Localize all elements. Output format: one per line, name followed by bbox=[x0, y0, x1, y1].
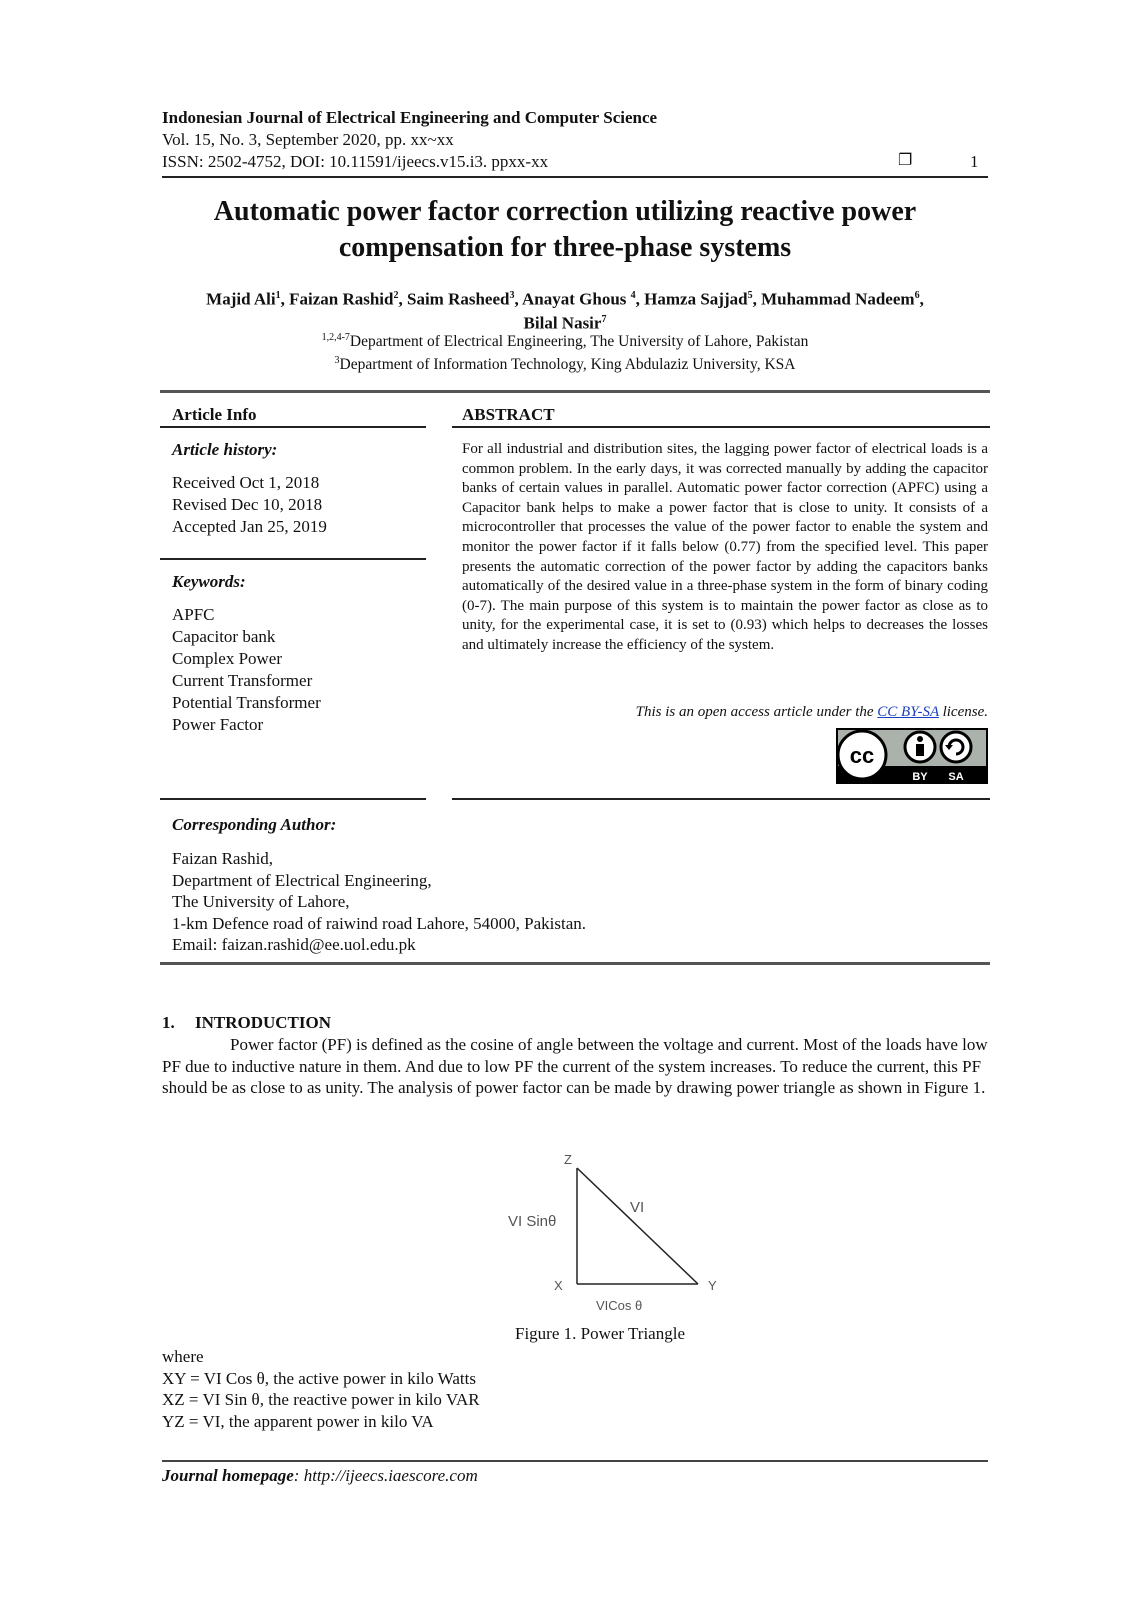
author-4: , Anayat Ghous bbox=[514, 289, 631, 309]
where-label: where bbox=[162, 1347, 204, 1366]
keywords-heading: Keywords: bbox=[172, 572, 246, 591]
homepage-url[interactable]: : http://ijeecs.iaescore.com bbox=[293, 1466, 478, 1485]
keywords-rule bbox=[160, 798, 426, 800]
author-6-sup: 6 bbox=[914, 290, 920, 301]
power-triangle-figure bbox=[500, 1150, 740, 1318]
vertex-x-label: X bbox=[554, 1278, 563, 1293]
corresponding-author bbox=[172, 848, 586, 956]
abstract-bottom-rule bbox=[452, 798, 990, 800]
author-5: , Hamza Sajjad bbox=[635, 289, 748, 309]
keyword: Current Transformer bbox=[172, 671, 313, 690]
keyword: Power Factor bbox=[172, 715, 264, 734]
accepted-date: Accepted Jan 25, 2019 bbox=[172, 517, 327, 536]
affiliation-1: Department of Electrical Engineering, The University of Lahore, Pakistan bbox=[349, 333, 809, 351]
license-prefix: This is an open access article under the bbox=[635, 704, 878, 720]
author-5-sup: 5 bbox=[747, 290, 753, 301]
title-line-2: compensation for three-phase systems bbox=[338, 232, 792, 263]
definition-line: XZ = VI Sin θ, the reactive power in kilo VAR bbox=[162, 1390, 480, 1410]
author-3: , Saim Rasheed bbox=[398, 289, 510, 309]
hypotenuse-label: VI bbox=[630, 1199, 645, 1216]
author-2-sup: 2 bbox=[393, 290, 399, 301]
journal-volume: Vol. 15, No. 3, September 2020, pp. xx~xx bbox=[162, 130, 454, 149]
homepage-label: Journal homepage bbox=[162, 1466, 294, 1485]
definition-line: YZ = VI, the apparent power in kilo VA bbox=[162, 1412, 434, 1432]
revised-date: Revised Dec 10, 2018 bbox=[172, 495, 323, 514]
badge-sa-text: SA bbox=[948, 771, 964, 783]
section-title: INTRODUCTION bbox=[195, 1013, 332, 1032]
page-number: 1 bbox=[970, 152, 979, 171]
box-icon: ❐ bbox=[898, 152, 913, 169]
vertex-y-label: Y bbox=[708, 1278, 717, 1293]
badge-cc-text: cc bbox=[849, 743, 875, 768]
author-7-sup: 7 bbox=[601, 313, 607, 325]
abstract-body: For all industrial and distribution sites, the lagging power factor of electrical loads is a common problem. In the early days, it was corrected manually by adding the capacitor banks of certain values in parallel. Automatic power factor correction (APFC) using a Capacitor bank helps to make a power factor that is close to unity. It consists of a microcontroller that processes the value of the power factor to enable the system and monitor the power factor if it falls below (0.77) from the specified level. This paper presents the automatic correction of the power factor by adding the capacitors banks automatically of the desired value in a three-phase system in the form of binary coding (0-7). The main purpose of this system is to maintain the power factor as close as to unity, for the experimental case, it is set to (0.93) which helps to decreases the losses and ultimately increase the efficiency of the system. bbox=[462, 441, 988, 653]
cc-by-sa-badge-icon[interactable] bbox=[836, 728, 988, 784]
corresponding-heading: Corresponding Author: bbox=[172, 815, 337, 834]
corresponding-line: Department of Electrical Engineering, bbox=[172, 870, 432, 890]
author-4-sup: 4 bbox=[630, 290, 636, 301]
header-rule bbox=[162, 176, 988, 178]
keyword: Capacitor bank bbox=[172, 627, 276, 646]
author-6: , Muhammad Nadeem bbox=[752, 289, 915, 309]
vertical-side-label: VI Sinθ bbox=[508, 1213, 557, 1230]
license-line bbox=[560, 704, 988, 721]
intro-paragraph bbox=[162, 1034, 988, 1099]
journal-homepage bbox=[162, 1466, 478, 1486]
article-history bbox=[172, 472, 327, 538]
vertex-z-label: Z bbox=[564, 1152, 572, 1167]
article-info-heading: Article Info bbox=[172, 405, 257, 424]
license-suffix: license. bbox=[938, 704, 988, 720]
affiliation-1-sup: 1,2,4-7 bbox=[321, 332, 350, 343]
section-number: 1. bbox=[162, 1013, 175, 1032]
keyword: Potential Transformer bbox=[172, 693, 321, 712]
corresponding-line: Email: faizan.rashid@ee.uol.edu.pk bbox=[172, 935, 416, 954]
affiliation-2: Department of Information Technology, King Abdulaziz University, KSA bbox=[339, 356, 796, 374]
corresponding-line: Faizan Rashid, bbox=[172, 849, 274, 868]
affiliations bbox=[150, 328, 980, 374]
history-rule bbox=[160, 558, 426, 560]
corresponding-line: The University of Lahore, bbox=[172, 892, 350, 911]
section-heading bbox=[162, 1013, 331, 1033]
keyword: Complex Power bbox=[172, 649, 283, 668]
footer-rule bbox=[162, 1460, 988, 1462]
received-date: Received Oct 1, 2018 bbox=[172, 473, 320, 492]
keyword-list bbox=[172, 604, 321, 736]
author-3-sup: 3 bbox=[509, 290, 515, 301]
journal-name: Indonesian Journal of Electrical Engineering and Computer Science bbox=[162, 108, 658, 127]
affiliation-2-sup: 3 bbox=[334, 355, 340, 367]
author-1-sup: 1 bbox=[275, 290, 281, 301]
corresponding-rule bbox=[160, 962, 990, 965]
author-7: Bilal Nasir bbox=[523, 313, 602, 333]
badge-by-text: BY bbox=[912, 771, 928, 783]
definition-line: XY = VI Cos θ, the active power in kilo Watts bbox=[162, 1368, 476, 1388]
info-top-rule bbox=[160, 390, 990, 393]
author-list bbox=[150, 286, 980, 333]
figure-caption: Figure 1. Power Triangle bbox=[515, 1324, 685, 1343]
author-6-tail: , bbox=[919, 289, 924, 309]
yz-side bbox=[577, 1168, 698, 1284]
author-2: , Faizan Rashid bbox=[280, 289, 394, 309]
abstract-rule bbox=[452, 426, 990, 428]
corresponding-line: 1-km Defence road of raiwind road Lahore, 54000, Pakistan. bbox=[172, 913, 587, 933]
keyword: APFC bbox=[172, 605, 215, 624]
title-line-1: Automatic power factor correction utilizing reactive power bbox=[213, 196, 917, 227]
article-info-rule bbox=[160, 426, 426, 428]
journal-issn: ISSN: 2502-4752, DOI: 10.11591/ijeecs.v15.i3. ppxx-xx bbox=[162, 152, 549, 171]
abstract-heading: ABSTRACT bbox=[462, 405, 555, 424]
horizontal-side-label: VICos θ bbox=[596, 1298, 643, 1313]
intro-text: Power factor (PF) is defined as the cosine of angle between the voltage and current. Most of the loads have low PF due to inductive nature in them. And due to low PF the current of the system increases. To reduce the current, this PF should be as close to as unity. The analysis of power factor can be made by drawing power triangle as shown in Figure 1. bbox=[162, 1035, 988, 1098]
paper-title bbox=[150, 194, 980, 266]
definitions bbox=[162, 1346, 480, 1433]
cc-badge-graphic bbox=[836, 728, 988, 784]
article-history-heading: Article history: bbox=[172, 440, 278, 459]
author-1: Majid Ali bbox=[206, 289, 276, 309]
license-link[interactable]: CC BY-SA bbox=[877, 704, 939, 720]
